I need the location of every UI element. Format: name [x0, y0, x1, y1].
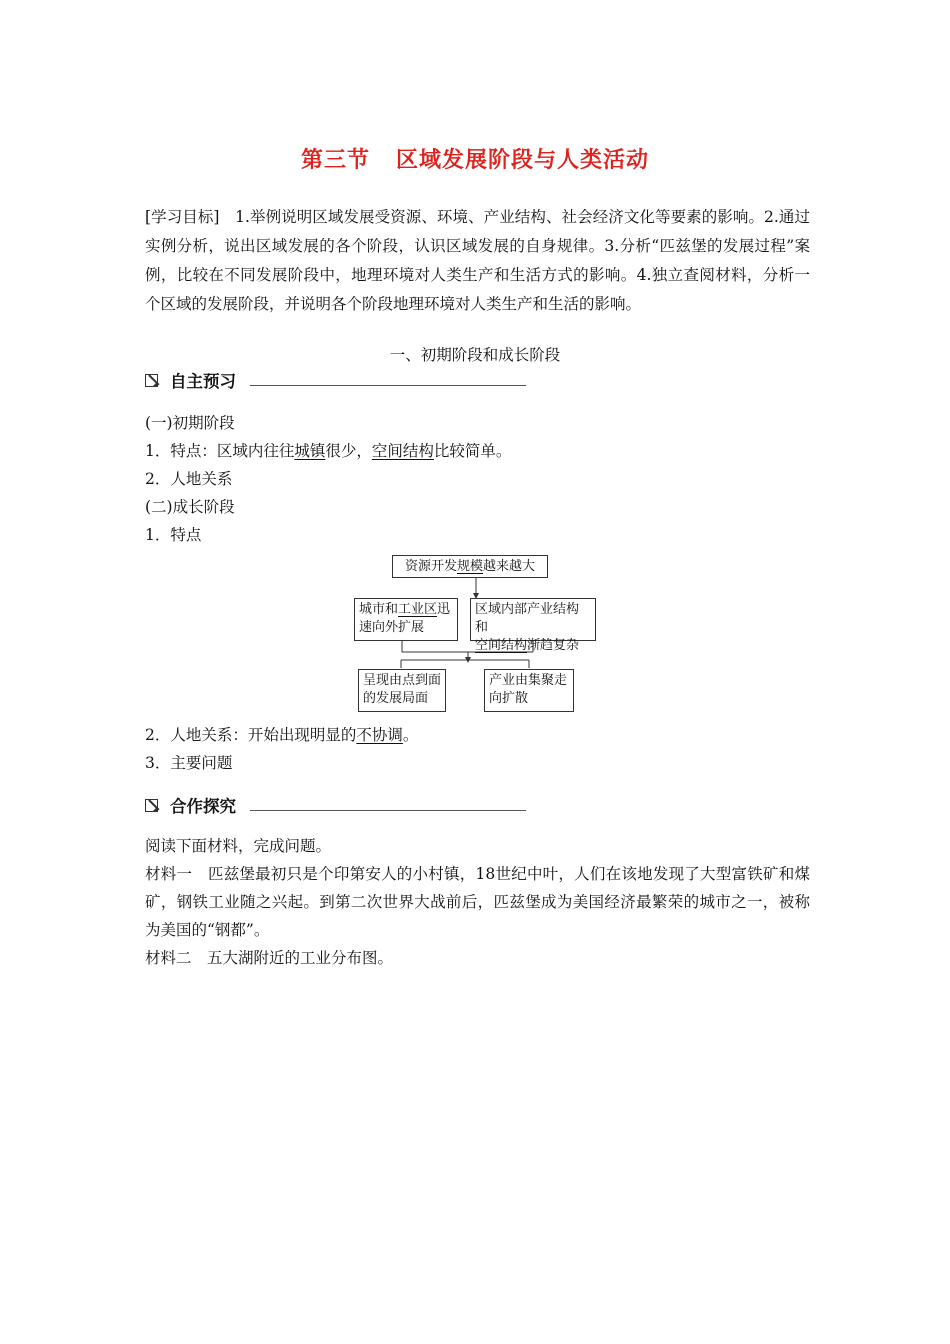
section-heading: 一、初期阶段和成长阶段 — [389, 346, 561, 364]
reading-intro: 阅读下面材料，完成问题。 — [145, 837, 332, 855]
box-text: 渐趋复杂 — [527, 638, 580, 653]
box-text: 迅 — [437, 602, 451, 617]
title-topic: 区域发展阶段与人类活动 — [396, 148, 650, 173]
box-text: 的发展局面 — [363, 691, 429, 706]
feature-text: 比较简单。 — [433, 442, 512, 460]
flow-box-point-to-area — [358, 669, 446, 712]
learning-objectives: [学习目标] 1.举例说明区域发展受资源、环境、产业结构、社会经济文化等要素的影响。2.通过实例分析，说出区域发展的各个阶段，认识区域发展的自身规律。3.分析“匹兹堡的发展过程”案例，比较在不同发展阶段中，地理环境对人类生产和生活方式的影响。4.独立查阅材料，分析一个区域的发展阶段，并说明各个阶段地理环境对人类生产和生活的影响。 — [145, 208, 810, 313]
answer-blank: 空间结构 — [475, 638, 528, 653]
preview-section-label: 自主预习 — [170, 372, 236, 391]
answer-blank: 不协调 — [356, 726, 403, 744]
box-text: 资源开发 — [404, 559, 457, 574]
feature-text: 1．特点：区域内往往 — [145, 442, 295, 460]
section-rule — [250, 810, 526, 811]
answer-blank: 规模 — [456, 559, 483, 574]
box-line — [359, 601, 453, 619]
growth-stage-flowchart — [343, 548, 608, 716]
answer-blank: 城镇 — [294, 442, 326, 460]
growth-stage-feature: 1．特点 — [145, 526, 202, 544]
relation-text: 。 — [402, 726, 419, 744]
flow-box-structure-complexity — [470, 598, 596, 653]
box-text: 呈现由点到面 — [363, 673, 442, 688]
box-text: 越来越大 — [483, 559, 536, 574]
answer-blank: 空间结构 — [371, 442, 434, 460]
section-marker-icon — [145, 799, 158, 812]
box-line — [475, 637, 591, 655]
material-two: 材料二 五大湖附近的工业分布图。 — [145, 949, 394, 967]
cooperation-section-label: 合作探究 — [170, 797, 236, 816]
section-rule — [250, 385, 526, 386]
flow-box-agglomeration-diffusion — [484, 669, 574, 712]
growth-stage-relation — [145, 723, 418, 745]
material-one: 材料一 匹兹堡最初只是个印第安人的小村镇，18世纪中叶，人们在该地发现了大型富铁矿和煤矿，钢铁工业随之兴起。到第二次世界大战前后，匹兹堡成为美国经济最繁荣的城市之一，被称为美国的“钢都”。 — [145, 865, 810, 939]
lesson-title — [0, 143, 950, 174]
feature-text: 很少， — [325, 442, 372, 460]
cooperation-section-header — [145, 793, 526, 817]
initial-stage-title: (一)初期阶段 — [145, 414, 235, 432]
title-section-number: 第三节 — [300, 148, 370, 173]
flow-box-resource-development — [392, 555, 548, 578]
section-marker-icon — [145, 374, 158, 387]
initial-stage-feature — [145, 439, 511, 461]
growth-stage-problems: 3．主要问题 — [145, 754, 233, 772]
relation-text: 2．人地关系：开始出现明显的 — [145, 726, 357, 744]
box-text: 产业由集聚走 — [489, 673, 568, 688]
box-text: 速向外扩展 — [359, 620, 425, 635]
box-text: 区域内部产业结构和 — [475, 602, 580, 635]
preview-section-header — [145, 368, 526, 392]
growth-stage-title: (二)成长阶段 — [145, 498, 235, 516]
answer-blank: 工业区 — [398, 602, 438, 617]
box-text: 城市和 — [359, 602, 399, 617]
initial-stage-relation: 2．人地关系 — [145, 470, 233, 488]
box-text: 向扩散 — [489, 691, 529, 706]
flow-box-urban-expansion — [354, 598, 458, 641]
